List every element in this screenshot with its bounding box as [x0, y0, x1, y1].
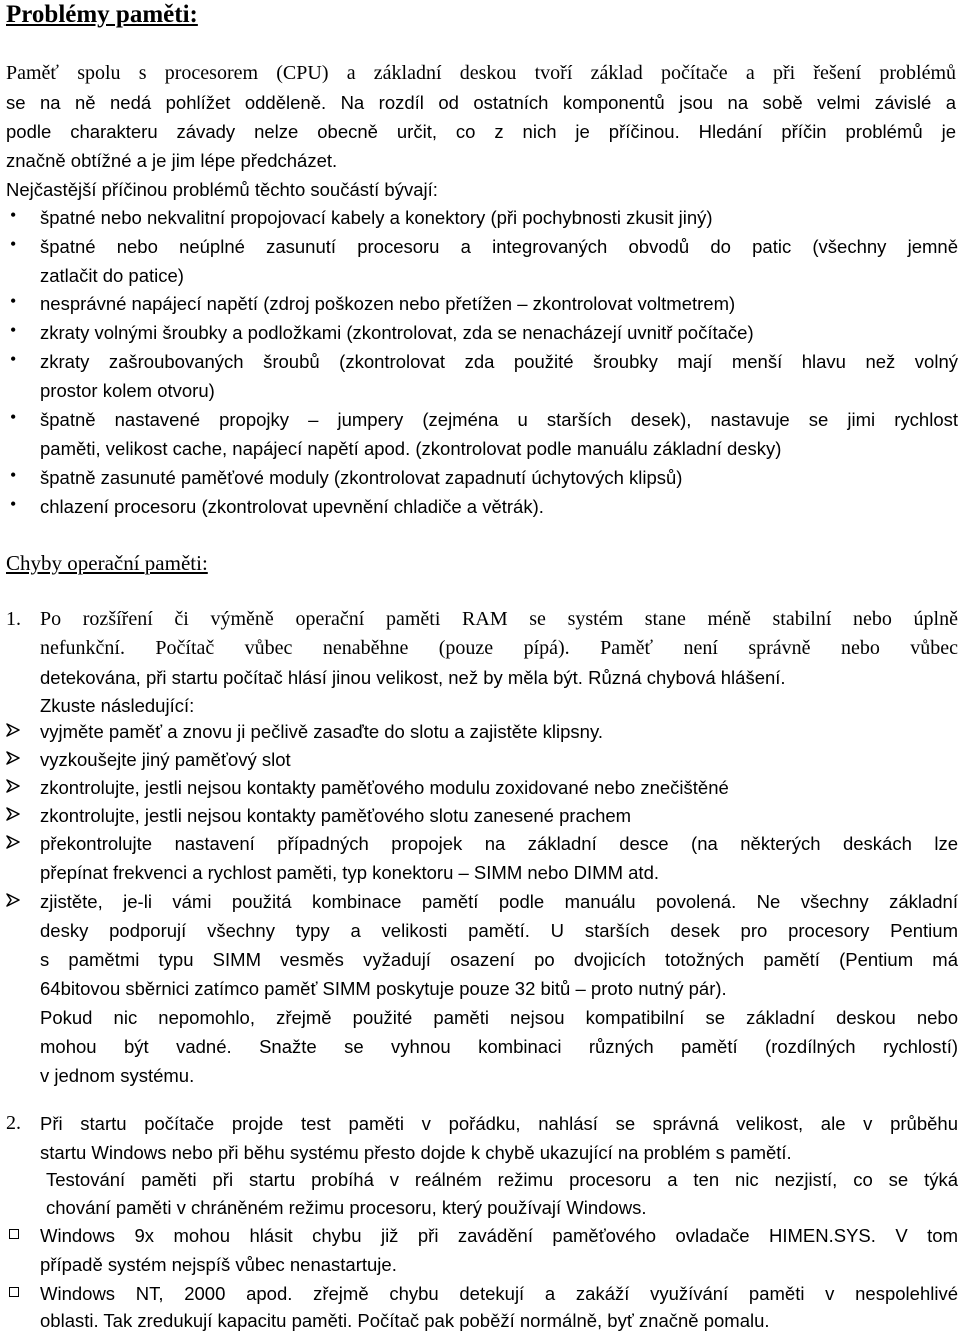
bullet-icon: •	[10, 205, 17, 225]
paragraph-line: startu Windows nebo při běhu systému přesto dojde k chybě ukazující na problém s pamětí.	[40, 1142, 792, 1163]
intro-line: se na ně nedá pohlížet odděleně. Na rozdíl od ostatních komponentů jsou na sobě velmi závislé a	[6, 92, 956, 113]
bullet-icon: •	[10, 494, 17, 514]
cause-item: špatné nebo nekvalitní propojovací kabely a konektory (při pochybnosti zkusit jiný)	[40, 207, 713, 228]
closing-line: Pokud nic nepomohlo, zřejmě použité paměti nejsou kompatibilní se základní deskou nebo	[40, 1007, 958, 1028]
bullet-icon: •	[10, 349, 17, 369]
arrow-bullet-icon	[6, 835, 20, 849]
step-item: zkontrolujte, jestli nejsou kontakty paměťového slotu zanesené prachem	[40, 805, 632, 826]
paragraph-line: nefunkční. Počítač vůbec nenaběhne (pouze pípá). Paměť není správně nebo vůbec	[40, 637, 958, 659]
section-heading-memory-problems: Problémy paměti:	[6, 1, 198, 28]
cause-item: zkraty volnými šroubky a podložkami (zkontrolovat, zda se nenacházejí uvnitř počítače)	[40, 322, 754, 343]
causes-title: Nejčastější příčinou problémů těchto součástí bývají:	[6, 179, 438, 200]
step-item: zjistěte, je-li vámi použitá kombinace pamětí podle manuálu povolená. Ne všechny základní	[40, 891, 958, 912]
arrow-bullet-icon	[6, 751, 20, 765]
square-bullet-icon	[9, 1287, 19, 1297]
paragraph-line: Při startu počítače projde test paměti v pořádku, nahlásí se správná velikost, ale v průběhu	[40, 1113, 958, 1134]
bullet-icon: •	[10, 320, 17, 340]
cause-item: zkraty zašroubovaných šroubů (zkontrolovat zda použité šroubky mají menší hlavu než volný	[40, 351, 958, 372]
step-item: vyjměte paměť a znovu ji pečlivě zasaďte do slotu a zajistěte klipsny.	[40, 721, 603, 742]
cause-item: nesprávné napájecí napětí (zdroj poškozen nebo přetížen – zkontrolovat voltmetrem)	[40, 293, 736, 314]
intro-line: podle charakteru závady nelze obecně určit, co z nich je příčinou. Hledání příčin problémů je	[6, 121, 956, 142]
step-item-cont: desky podporují všechny typy a velikosti pamětí. U starších desek pro procesory Pentium	[40, 920, 958, 941]
step-item-cont: 64bitovou sběrnici zatímco paměť SIMM poskytuje pouze 32 bitů – proto nutný pár).	[40, 978, 727, 999]
case-item-cont: oblasti. Tak zredukují kapacitu paměti. Počítač pak poběží normálně, byť značně pomalu.	[40, 1310, 770, 1331]
note-line: Testování paměti při startu probíhá v reálném režimu procesoru a ten nic nezjistí, co se týká	[46, 1169, 958, 1190]
case-item: Windows 9x mohou hlásit chybu již při zavádění paměťového ovladače HIMEN.SYS. V tom	[40, 1225, 958, 1246]
intro-line: Paměť spolu s procesorem (CPU) a základní deskou tvoří základ počítače a při řešení problémů	[6, 62, 956, 84]
cause-item: chlazení procesoru (zkontrolovat upevnění chladiče a větrák).	[40, 496, 544, 517]
step-item: zkontrolujte, jestli nejsou kontakty paměťového modulu zoxidované nebo znečištěné	[40, 777, 729, 798]
paragraph-line: detekována, při startu počítač hlásí jinou velikost, než by měla být. Různá chybová hlášení.	[40, 667, 786, 688]
item-number: 2.	[6, 1112, 21, 1134]
cause-item-cont: paměti, velikost cache, napájecí napětí apod. (zkontrolovat podle manuálu základní desky)	[40, 438, 782, 459]
arrow-bullet-icon	[6, 779, 20, 793]
cause-item: špatně zasunuté paměťové moduly (zkontrolovat zapadnutí úchytových klipsů)	[40, 467, 683, 488]
arrow-bullet-icon	[6, 723, 20, 737]
cause-item: špatné nebo neúplné zasunutí procesoru a integrovaných obvodů do patic (všechny jemně	[40, 236, 958, 257]
bullet-icon: •	[10, 407, 17, 427]
square-bullet-icon	[9, 1229, 19, 1239]
intro-line: značně obtížné a je jim lépe předcházet.	[6, 150, 338, 171]
note-line: chování paměti v chráněném režimu procesoru, který používají Windows.	[46, 1197, 647, 1218]
cause-item-cont: prostor kolem otvoru)	[40, 380, 215, 401]
case-item-cont: případě systém nejspíš vůbec nenastartuje.	[40, 1254, 397, 1275]
section-heading-ram-errors: Chyby operační paměti:	[6, 551, 208, 575]
cause-item-cont: zatlačit do patice)	[40, 265, 184, 286]
arrow-bullet-icon	[6, 807, 20, 821]
bullet-icon: •	[10, 291, 17, 311]
cause-item: špatně nastavené propojky – jumpery (zejména u starších desek), nastavuje se jimi rychlost	[40, 409, 958, 430]
case-item: Windows NT, 2000 apod. zřejmě chybu detekují a zakáží využívání paměti v nespolehlivé	[40, 1283, 958, 1304]
bullet-icon: •	[10, 234, 17, 254]
closing-line: v jednom systému.	[40, 1065, 195, 1086]
closing-line: mohou být vadné. Snažte se vyhnou kombinaci různých pamětí (rozdílných rychlostí)	[40, 1036, 958, 1057]
step-item: překontrolujte nastavení případných propojek na základní desce (na některých deskách lze	[40, 833, 958, 854]
bullet-icon: •	[10, 465, 17, 485]
arrow-bullet-icon	[6, 893, 20, 907]
item-number: 1.	[6, 608, 21, 630]
paragraph-line: Po rozšíření či výměně operační paměti RAM se systém stane méně stabilní nebo úplně	[40, 608, 958, 630]
step-item-cont: s pamětmi typu SIMM vesměs vyžadují osazení po dvojicích totožných pamětí (Pentium má	[40, 949, 958, 970]
step-item-cont: přepínat frekvenci a rychlost paměti, typ konektoru – SIMM nebo DIMM atd.	[40, 862, 659, 883]
try-label: Zkuste následující:	[40, 695, 195, 716]
step-item: vyzkoušejte jiný paměťový slot	[40, 749, 291, 770]
